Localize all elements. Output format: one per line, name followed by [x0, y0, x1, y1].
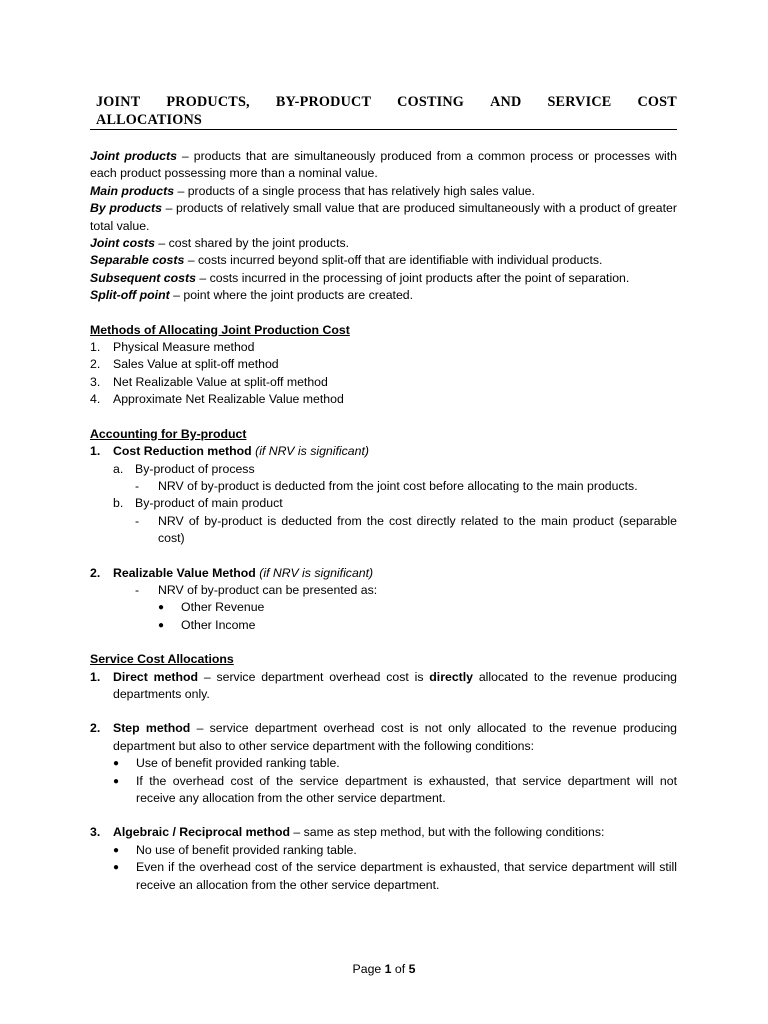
byproduct-list	[90, 443, 677, 634]
bullet-item: ● Other Revenue	[158, 599, 677, 616]
definition	[90, 252, 677, 269]
definition-term: Split-off point	[90, 288, 170, 303]
list-item: 3. Net Realizable Value at split-off method	[90, 374, 328, 389]
list-item: 1. Cost Reduction method (if NRV is significant)	[90, 444, 369, 459]
definition-text: – products of a single process that has relatively high sales value.	[174, 183, 535, 198]
section-heading-methods: Methods of Allocating Joint Production Cost	[90, 322, 350, 337]
bullet-item: ● Use of benefit provided ranking table.	[113, 755, 677, 772]
definition-term: Main products	[90, 183, 175, 198]
title-word: PRODUCTS,	[166, 94, 250, 110]
service-list	[90, 669, 677, 894]
section-heading-byproduct: Accounting for By-product	[90, 426, 247, 441]
list-item: 2. Realizable Value Method (if NRV is significant)	[90, 565, 374, 580]
dash-item: - NRV of by-product can be presented as:	[135, 582, 378, 597]
dash-item: - NRV of by-product is deducted from the joint cost before allocating to the main products.	[135, 478, 638, 493]
title-word: AND	[490, 94, 522, 110]
bullet-item: ● Other Income	[158, 617, 677, 634]
definition	[90, 148, 677, 183]
bullet-icon: ●	[113, 862, 120, 874]
sub-item: a. By-product of process	[113, 461, 255, 476]
definition-term: Joint products	[90, 149, 177, 163]
title-line-2: ALLOCATIONS	[96, 112, 203, 128]
dash-item: - NRV of by-product is deducted from the cost directly related to the main product (separable cost)	[135, 513, 677, 546]
definition-term: Subsequent costs	[90, 270, 196, 285]
list-item: 3. Algebraic / Reciprocal method – same as step method, but with the following conditions:	[90, 825, 605, 840]
bullet-item: ● Even if the overhead cost of the service department is exhausted, that service department will still receive an allocation from the other service department.	[113, 859, 677, 894]
bullet-icon: ●	[158, 619, 165, 631]
page-title	[96, 93, 677, 129]
definition-text: – products that are simultaneously produced from a common process or processes with each product possessing more than a nominal value.	[90, 149, 677, 181]
methods-list	[90, 339, 677, 409]
document-body	[90, 148, 677, 894]
bullet-item: ● No use of benefit provided ranking table.	[113, 842, 677, 859]
definitions-list	[90, 148, 677, 305]
definition-text: – cost shared by the joint products.	[154, 236, 350, 251]
list-item: 2. Sales Value at split-off method	[90, 357, 279, 372]
definition	[90, 270, 677, 287]
definition	[90, 183, 677, 200]
definition-text: – costs incurred in the processing of joint products after the point of separation.	[195, 270, 630, 285]
section-heading-service: Service Cost Allocations	[90, 652, 234, 667]
title-word: SERVICE	[547, 94, 612, 110]
page-number: Page 1 of 5	[352, 962, 416, 976]
bullet-icon: ●	[113, 758, 120, 770]
title-divider	[90, 129, 677, 130]
definition-term: Separable costs	[90, 253, 185, 268]
definition-text: – point where the joint products are created.	[169, 288, 414, 303]
list-item: 1. Direct method – service department overhead cost is directly allocated to the revenue producing departments only.	[90, 669, 677, 701]
bullet-icon: ●	[113, 844, 120, 856]
title-word: JOINT	[96, 94, 141, 110]
definition-term: Joint costs	[90, 236, 155, 251]
definition	[90, 287, 677, 304]
definition	[90, 200, 677, 235]
title-word: BY-PRODUCT	[275, 94, 372, 110]
list-item: 1. Physical Measure method	[90, 340, 255, 355]
bullet-item: ● If the overhead cost of the service department is exhausted, that service department will not receive any allocation from the other service department.	[113, 773, 677, 808]
list-item: 2. Step method – service department overhead cost is not only allocated to the revenue producing department but also to other service department with the following conditions:	[90, 721, 677, 753]
definition	[90, 235, 677, 252]
list-item: 4. Approximate Net Realizable Value method	[90, 392, 344, 407]
sub-item: b. By-product of main product	[113, 496, 283, 511]
bullet-icon: ●	[113, 775, 120, 787]
title-line-1	[96, 93, 677, 111]
title-word: COST	[637, 94, 677, 110]
definition-term: By products	[90, 201, 162, 216]
definition-text: – products of relatively small value that are produced simultaneously with a product of greater total value.	[90, 201, 677, 233]
title-word: COSTING	[397, 94, 465, 110]
bullet-icon: ●	[158, 602, 165, 614]
definition-text: – costs incurred beyond split-off that are identifiable with individual products.	[184, 253, 603, 268]
